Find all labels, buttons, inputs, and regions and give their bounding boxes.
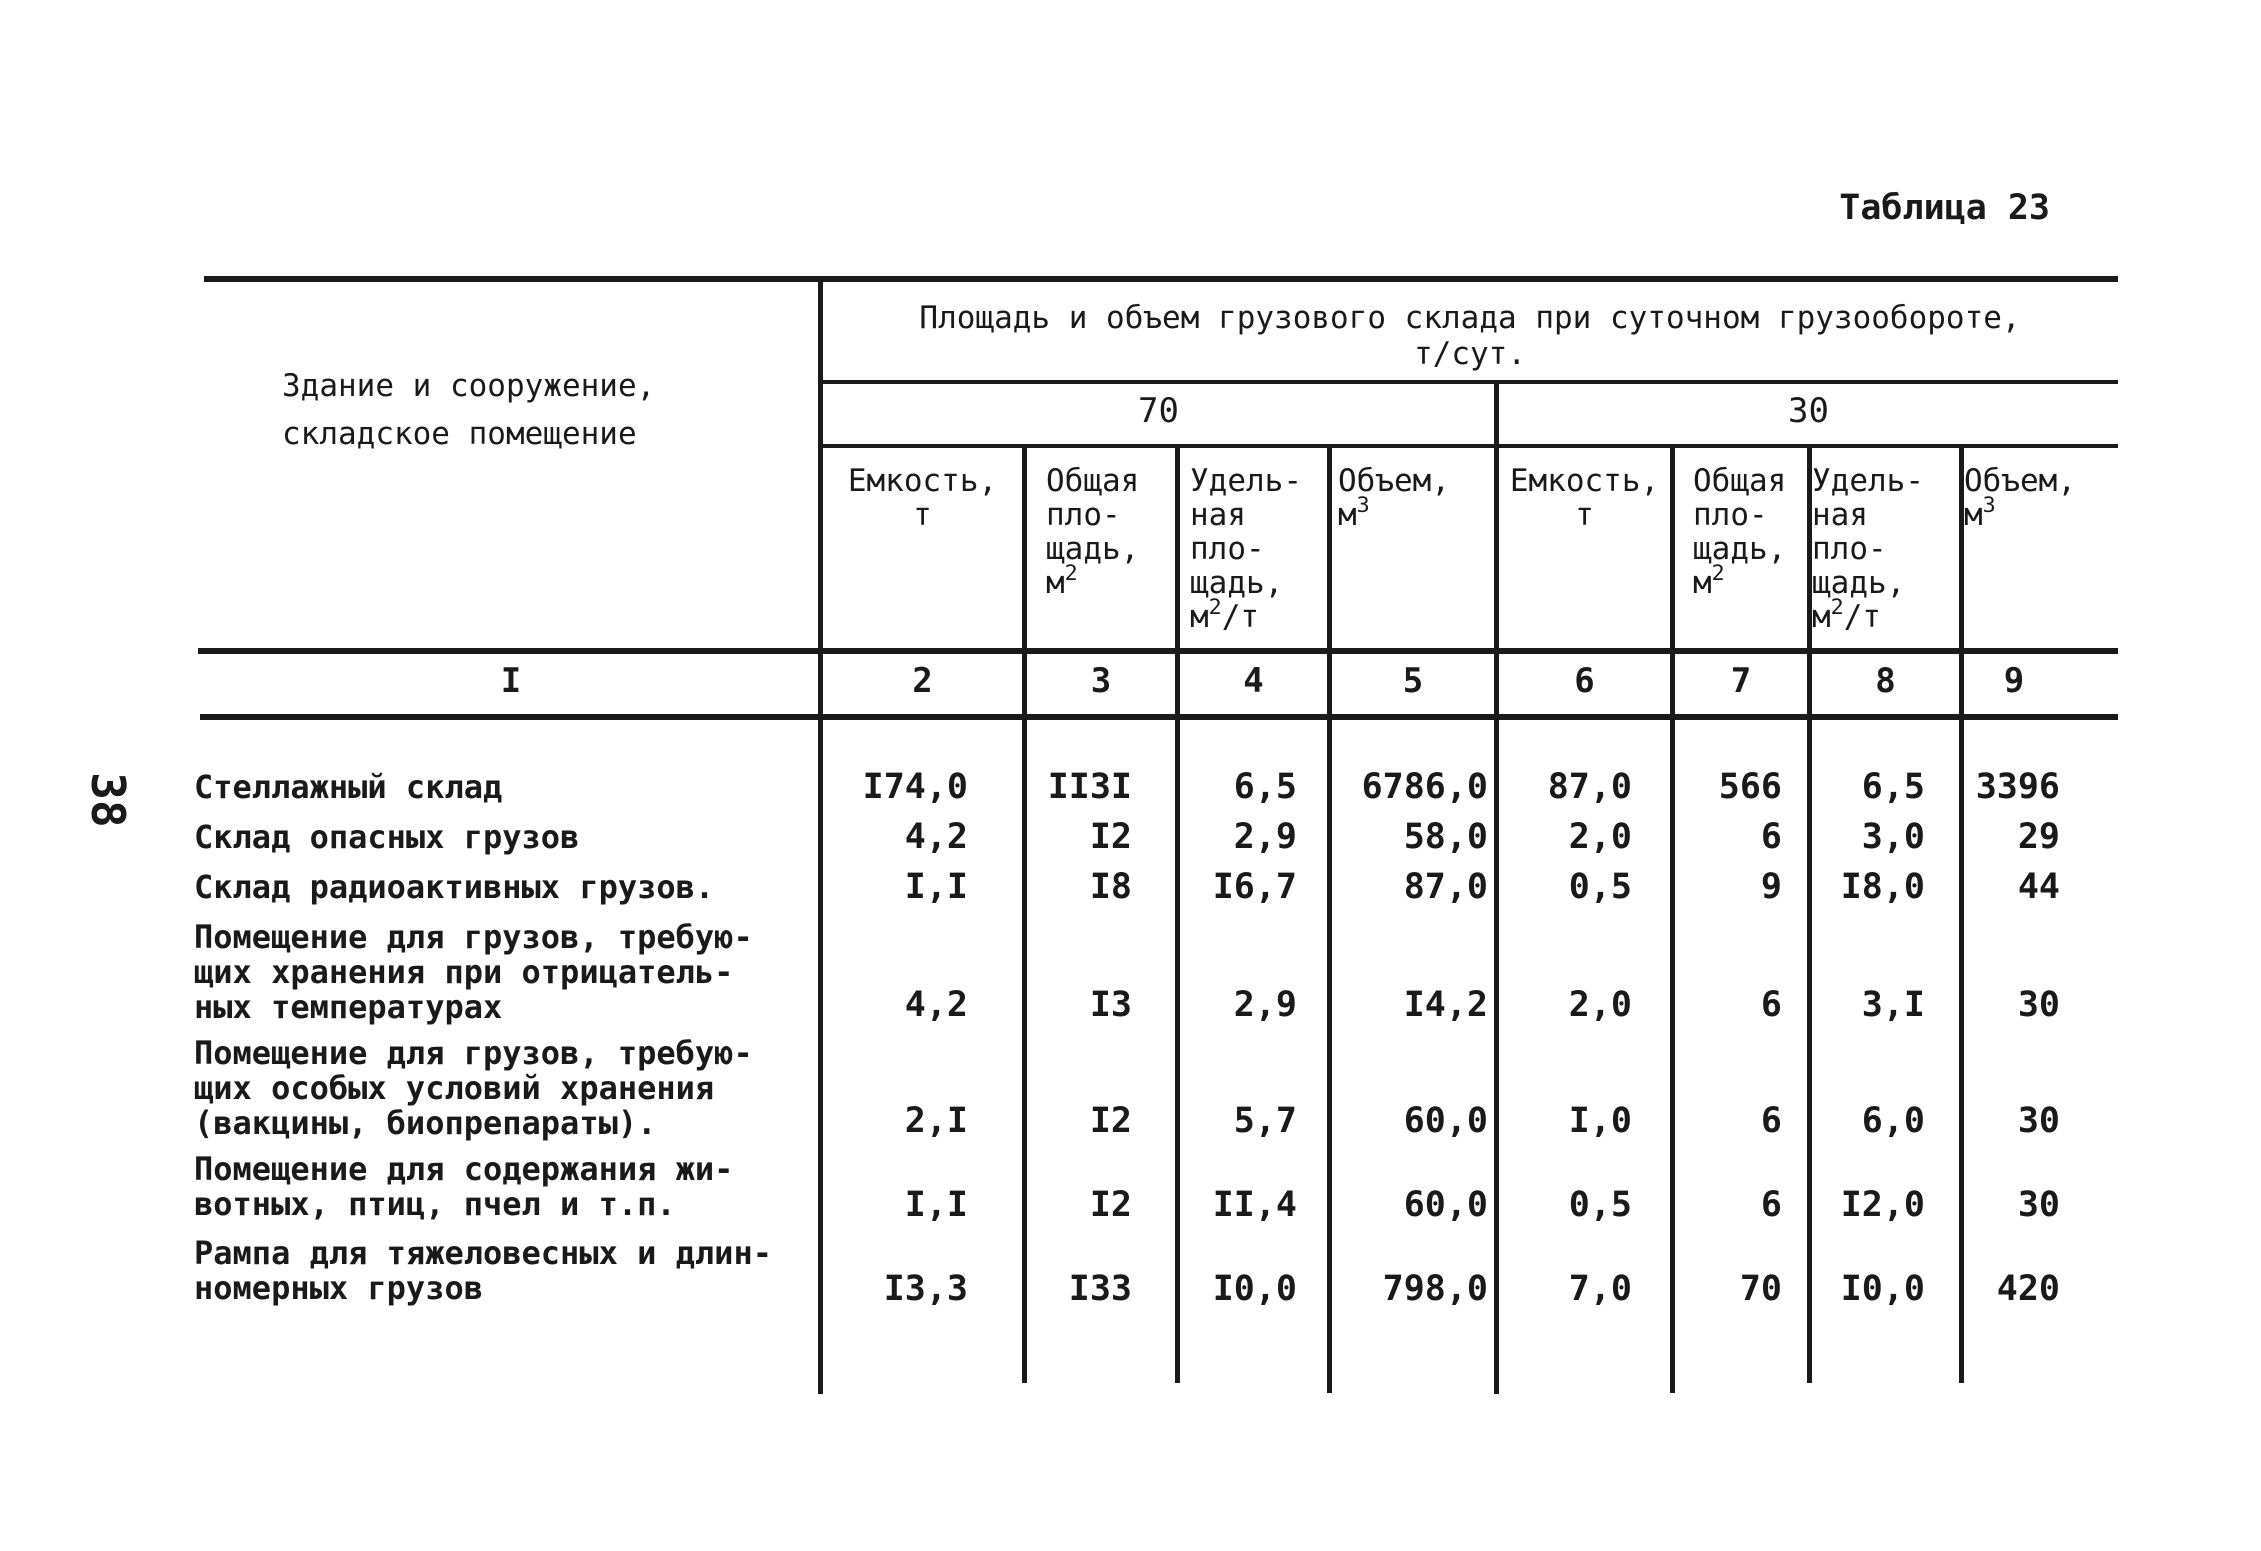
table-cell: I74,0 xyxy=(862,767,968,807)
col-volume-30-sup: 3 xyxy=(1982,492,1996,518)
column-number-3: 3 xyxy=(1090,661,1112,701)
table-cell: 60,0 xyxy=(1403,1101,1488,1141)
table-cell: I2,0 xyxy=(1840,1185,1925,1225)
table-cell: 2,0 xyxy=(1568,985,1632,1025)
table-cell: I33 xyxy=(1068,1269,1132,1309)
table-cell: 3396 xyxy=(1975,767,2060,807)
table-cell: 30 xyxy=(2017,1185,2060,1225)
table-cell: I8 xyxy=(1089,867,1132,907)
column-number-5: 5 xyxy=(1402,661,1424,701)
table-cell: I,0 xyxy=(1568,1101,1632,1141)
table-caption: Таблица 23 xyxy=(1839,188,2050,228)
col-specific-area-30-unit: /т xyxy=(1843,599,1882,635)
row-label: Стеллажный склад xyxy=(194,768,503,806)
col-specific-area-70 xyxy=(1190,464,1302,634)
table-cell: 6,5 xyxy=(1861,767,1925,807)
col-specific-area-30 xyxy=(1812,464,1924,634)
table-cell: I,I xyxy=(904,867,968,907)
row-label: Склад радиоактивных грузов. xyxy=(194,868,715,906)
column-number-9: 9 xyxy=(2003,661,2025,701)
table-cell: 2,I xyxy=(904,1101,968,1141)
table-cell: 4,2 xyxy=(904,817,968,857)
table-top-rule xyxy=(204,276,2118,282)
table-cell: 30 xyxy=(2017,985,2060,1025)
table-cell: 6 xyxy=(1760,817,1782,857)
column-number-7: 7 xyxy=(1730,661,1752,701)
page-number: 38 xyxy=(81,772,135,828)
group-30-header: 30 xyxy=(1788,391,1829,431)
table-cell: 87,0 xyxy=(1403,867,1488,907)
table-cell: 6786,0 xyxy=(1361,767,1488,807)
table-cell: 29 xyxy=(2017,817,2060,857)
table-cell: 58,0 xyxy=(1403,817,1488,857)
table-cell: 7,0 xyxy=(1568,1269,1632,1309)
row-label: Рампа для тяжеловесных и длин- номерных грузов xyxy=(194,1234,772,1307)
table-cell: 70 xyxy=(1739,1269,1782,1309)
table-cell: 9 xyxy=(1760,867,1782,907)
table-cell: I,I xyxy=(904,1185,968,1225)
column-number-8: 8 xyxy=(1875,661,1896,701)
col-volume-70-label: Объем, м xyxy=(1338,463,1450,533)
table-cell: 6,5 xyxy=(1233,767,1297,807)
table-cell: 566 xyxy=(1718,767,1782,807)
table-cell: I8,0 xyxy=(1840,867,1925,907)
column-numbers-rule xyxy=(200,714,2118,720)
row-label: Помещение для содержания жи- вотных, птиц, пчел и т.п. xyxy=(194,1150,734,1223)
col-specific-area-70-sup: 2 xyxy=(1208,594,1222,620)
group-70-header: 70 xyxy=(1138,391,1179,431)
col-volume-30 xyxy=(1964,464,2076,532)
row-label: Склад опасных грузов xyxy=(194,818,580,856)
table-cell: 60,0 xyxy=(1403,1185,1488,1225)
col-total-area-70 xyxy=(1046,464,1139,600)
table-cell: 6 xyxy=(1760,1185,1782,1225)
stub-header: Здание и сооружение, складское помещение xyxy=(282,368,656,452)
table-cell: II3I xyxy=(1047,767,1132,807)
table-cell: I0,0 xyxy=(1212,1269,1297,1309)
column-divider-2 xyxy=(1022,448,1027,1383)
table-cell: 4,2 xyxy=(904,985,968,1025)
column-divider-3 xyxy=(1175,448,1180,1383)
table-cell: 420 xyxy=(1996,1269,2060,1309)
col-total-area-30 xyxy=(1693,464,1786,600)
table-cell: I4,2 xyxy=(1403,985,1488,1025)
group-title: Площадь и объем грузового склада при суточном грузообороте, т/сут. xyxy=(919,300,2021,372)
table-cell: 3,0 xyxy=(1861,817,1925,857)
group-values-rule xyxy=(820,444,2118,448)
table-cell: I2 xyxy=(1089,1101,1132,1141)
column-divider-8 xyxy=(1959,448,1964,1383)
table-cell: I0,0 xyxy=(1840,1269,1925,1309)
table-cell: 2,9 xyxy=(1233,985,1297,1025)
col-specific-area-70-label: Удель- ная пло- щадь, м xyxy=(1190,463,1302,635)
column-number-1: I xyxy=(500,661,522,701)
table-cell: 2,9 xyxy=(1233,817,1297,857)
col-total-area-70-sup: 2 xyxy=(1064,560,1078,586)
col-capacity-70: Емкость, т xyxy=(847,463,998,533)
col-specific-area-30-label: Удель- ная пло- щадь, м xyxy=(1812,463,1924,635)
table-cell: I3 xyxy=(1089,985,1132,1025)
column-number-4: 4 xyxy=(1243,661,1264,701)
table-cell: II,4 xyxy=(1212,1185,1297,1225)
group-title-rule xyxy=(820,380,2118,384)
col-specific-area-70-unit: /т xyxy=(1221,599,1260,635)
table-cell: 0,5 xyxy=(1568,1185,1632,1225)
row-label: Помещение для грузов, требую- щих особых условий хранения (вакцины, биопрепараты). xyxy=(194,1034,753,1142)
col-volume-70 xyxy=(1338,464,1450,532)
table-cell: 6 xyxy=(1760,1101,1782,1141)
column-divider-4 xyxy=(1327,448,1332,1393)
table-cell: 87,0 xyxy=(1547,767,1632,807)
row-label: Помещение для грузов, требую- щих хранения при отрицатель- ных температурах xyxy=(194,918,753,1026)
col-total-area-70-label: Общая пло- щадь, м xyxy=(1046,463,1140,601)
table-cell: 3,I xyxy=(1861,985,1925,1025)
col-total-area-30-label: Общая пло- щадь, м xyxy=(1693,463,1787,601)
table-cell: 2,0 xyxy=(1568,817,1632,857)
column-number-6: 6 xyxy=(1574,661,1595,701)
table-cell: 6,0 xyxy=(1861,1101,1925,1141)
table-cell: 5,7 xyxy=(1233,1101,1297,1141)
column-number-2: 2 xyxy=(912,661,933,701)
col-total-area-30-sup: 2 xyxy=(1711,560,1725,586)
table-cell: 798,0 xyxy=(1382,1269,1488,1309)
col-specific-area-30-sup: 2 xyxy=(1830,594,1844,620)
table-cell: 0,5 xyxy=(1568,867,1632,907)
table-cell: 6 xyxy=(1760,985,1782,1025)
table-cell: I2 xyxy=(1089,817,1132,857)
table-cell: 30 xyxy=(2017,1101,2060,1141)
col-volume-30-label: Объем, м xyxy=(1964,463,2076,533)
table-cell: I2 xyxy=(1089,1185,1132,1225)
table-cell: 44 xyxy=(2017,867,2060,907)
header-bottom-rule xyxy=(198,648,2118,654)
col-volume-70-sup: 3 xyxy=(1356,492,1370,518)
table-cell: I6,7 xyxy=(1212,867,1297,907)
col-capacity-30: Емкость, т xyxy=(1509,463,1660,533)
table-cell: I3,3 xyxy=(883,1269,968,1309)
column-divider-6 xyxy=(1670,448,1675,1393)
